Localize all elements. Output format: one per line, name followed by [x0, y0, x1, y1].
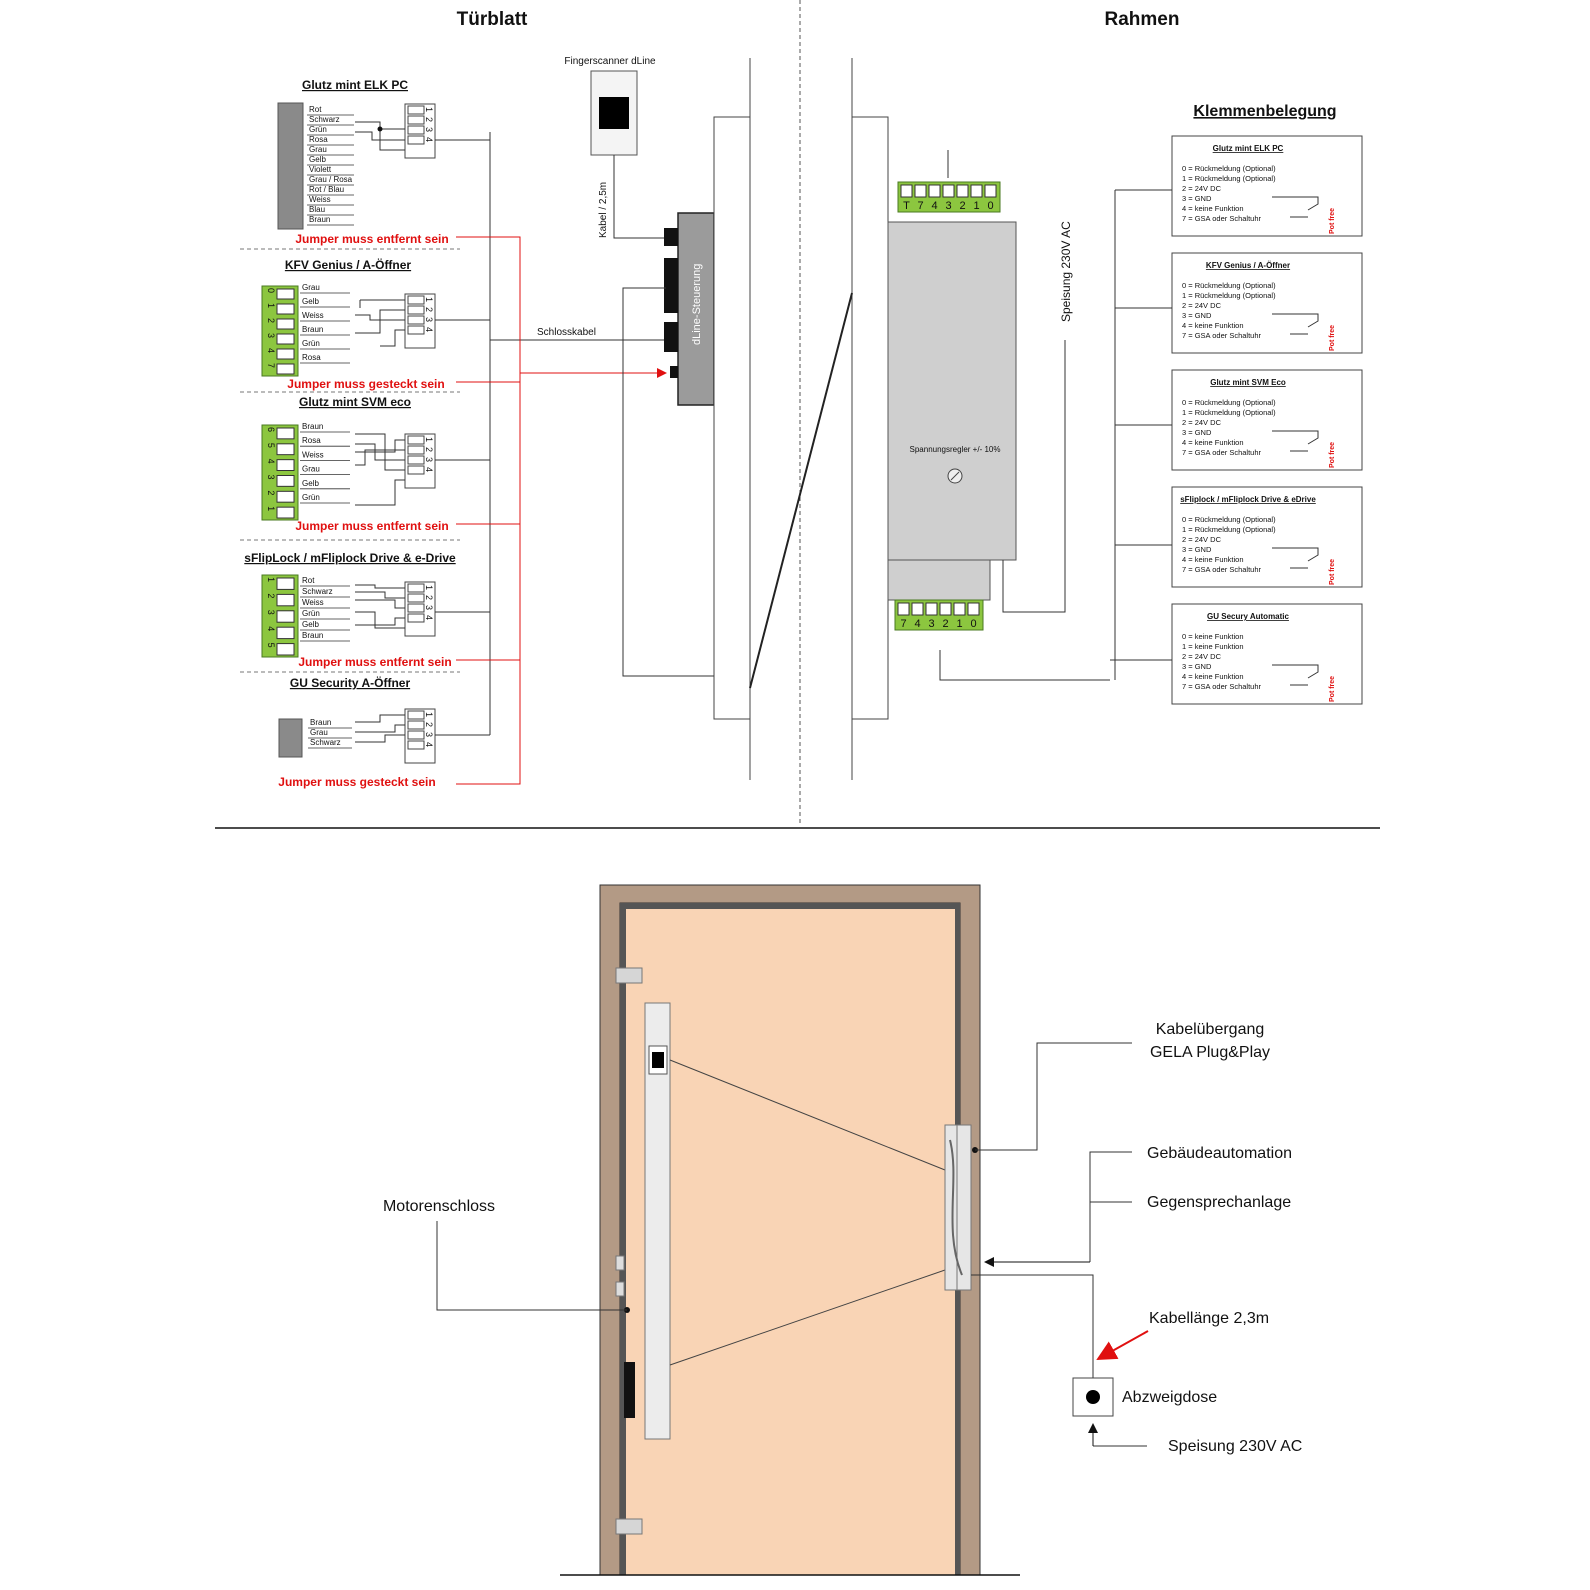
- terminal-line: 2 = 24V DC: [1182, 184, 1221, 193]
- door-leaf-header: Türblatt: [456, 9, 528, 30]
- terminal-block: [405, 582, 435, 636]
- frame-header: Rahmen: [1104, 9, 1180, 30]
- psu-supply-label: Speisung 230V AC: [1059, 221, 1073, 322]
- psu-terminal-label: 2: [959, 200, 966, 212]
- terminal-number: 1: [424, 585, 434, 591]
- terminal-line: 2 = 24V DC: [1182, 652, 1221, 661]
- klemmen-title: Klemmenbelegung: [1193, 103, 1337, 120]
- psu-terminal-label: 4: [931, 200, 938, 212]
- terminal-number: 3: [424, 317, 434, 323]
- psu-terminal-label: 7: [917, 200, 924, 212]
- terminal-line: 7 = GSA oder Schaltuhr: [1182, 331, 1262, 340]
- terminal-number: 4: [424, 327, 434, 333]
- power-supply: [888, 150, 1110, 680]
- intercom-label: Gegensprechanlage: [1147, 1194, 1292, 1211]
- terminal-line: 7 = GSA oder Schaltuhr: [1182, 214, 1262, 223]
- wire-label: Rot: [309, 105, 322, 114]
- psu-terminal-label: 2: [942, 618, 949, 630]
- terminal-line: 3 = GND: [1182, 428, 1212, 437]
- scanner-title: Fingerscanner dLine: [564, 56, 656, 67]
- terminal-line: 1 = Rückmeldung (Optional): [1182, 291, 1276, 300]
- terminal-number: 2: [424, 447, 434, 453]
- lock-title: sFlipLock / mFliplock Drive & e-Drive: [244, 551, 456, 565]
- wire-label: Schwarz: [309, 115, 340, 124]
- pin-number: 4: [266, 348, 276, 354]
- pin-number: 4: [266, 626, 276, 632]
- wire-label: Grau / Rosa: [309, 175, 353, 184]
- wire-label: Schwarz: [310, 738, 341, 747]
- terminal-line: 3 = GND: [1182, 662, 1212, 671]
- jumper-note: Jumper muss entfernt sein: [298, 655, 452, 669]
- wire-list: [300, 283, 350, 363]
- psu-top-terminals: [898, 182, 1000, 212]
- psu-terminal-label: 3: [928, 618, 935, 630]
- terminal-line: 3 = GND: [1182, 545, 1212, 554]
- terminal-line: 1 = keine Funktion: [1182, 642, 1244, 651]
- fingerscanner: [564, 56, 666, 238]
- wire-label: Braun: [302, 325, 324, 334]
- cable-transition-label-1: Kabelübergang: [1155, 1021, 1265, 1038]
- pin-number: 1: [266, 303, 276, 309]
- lock-connector: [278, 103, 303, 229]
- wire-label: Gelb: [302, 478, 319, 488]
- lock-glutz-elk-pc: [240, 78, 490, 249]
- lock-sfliplock: [240, 551, 490, 672]
- terminal-line: 2 = 24V DC: [1182, 535, 1221, 544]
- terminal-number: 4: [424, 467, 434, 473]
- terminal-number: 3: [424, 732, 434, 738]
- regulator-label: Spannungsregler +/- 10%: [909, 445, 1001, 454]
- pin-number: 0: [266, 288, 276, 294]
- terminal-line: 0 = keine Funktion: [1182, 632, 1244, 641]
- terminal-line: 1 = Rückmeldung (Optional): [1182, 408, 1276, 417]
- pot-free-label: Pot free: [1329, 558, 1336, 585]
- psu-terminal-label: 1: [973, 200, 980, 212]
- green-connector: [262, 286, 298, 376]
- wire-label: Blau: [309, 205, 326, 214]
- psu-terminal-label: 4: [914, 618, 921, 630]
- scanner-cable-label: Kabel / 2,5m: [598, 181, 609, 238]
- lock-cable-bus: [490, 132, 678, 735]
- terminal-line: 3 = GND: [1182, 311, 1212, 320]
- wire-label: Grün: [302, 493, 320, 502]
- wire-label: Grün: [302, 609, 320, 618]
- psu-terminal-label: 0: [970, 618, 977, 630]
- terminal-line: 2 = 24V DC: [1182, 418, 1221, 427]
- pin-number: 2: [266, 318, 276, 324]
- terminal-line: 7 = GSA oder Schaltuhr: [1182, 448, 1262, 457]
- terminal-line: 0 = Rückmeldung (Optional): [1182, 398, 1276, 407]
- pin-number: 3: [266, 609, 276, 615]
- wire-label: Rosa: [302, 436, 321, 446]
- wire-label: Rot: [302, 576, 315, 585]
- wire-label: Grau: [309, 145, 327, 154]
- dline-controller: [623, 213, 714, 676]
- psu-terminal-label: T: [903, 200, 910, 212]
- terminal-line: 0 = Rückmeldung (Optional): [1182, 164, 1276, 173]
- jumper-note: Jumper muss gesteckt sein: [287, 377, 445, 391]
- controller-label: dLine-Steuerung: [691, 263, 703, 345]
- pin-number: 5: [266, 642, 276, 648]
- terminal-line: 4 = keine Funktion: [1182, 438, 1244, 447]
- pin-number: 3: [266, 474, 276, 480]
- wire-label: Grün: [309, 125, 327, 134]
- pin-number: 4: [266, 458, 276, 464]
- hinge-bottom: [616, 1519, 642, 1534]
- green-connector: [262, 575, 298, 657]
- building-supply-label: Speisung 230V AC: [1168, 1438, 1303, 1455]
- wire-label: Braun: [310, 718, 332, 727]
- terminal-number: 4: [424, 742, 434, 748]
- lock-title: KFV Genius / A-Öffner: [284, 258, 412, 272]
- terminal-line: 4 = keine Funktion: [1182, 672, 1244, 681]
- terminal-line: 0 = Rückmeldung (Optional): [1182, 515, 1276, 524]
- terminal-box-title: sFliplock / mFliplock Drive & eDrive: [1180, 495, 1316, 504]
- door-fingerscanner-icon: [652, 1052, 664, 1068]
- terminal-number: 3: [424, 457, 434, 463]
- lock-connector: [279, 719, 302, 757]
- hinge-top: [616, 968, 642, 983]
- psu-bottom-terminals: [895, 600, 983, 630]
- terminal-box-title: Glutz mint ELK PC: [1212, 144, 1284, 153]
- cable-length-arrow: [1098, 1331, 1148, 1359]
- terminal-line: 0 = Rückmeldung (Optional): [1182, 281, 1276, 290]
- door-leaf-profile: [714, 117, 750, 719]
- frame-profile: [852, 117, 888, 719]
- psu-terminal-label: 0: [987, 200, 994, 212]
- jumper-note: Jumper muss entfernt sein: [295, 232, 449, 246]
- pin-number: 1: [265, 506, 276, 512]
- terminal-block: [405, 434, 435, 488]
- terminal-number: 2: [424, 722, 434, 728]
- fingerprint-sensor-icon: [599, 97, 629, 129]
- pin-number: 7: [266, 363, 276, 369]
- terminal-number: 4: [424, 137, 434, 143]
- pin-number: 3: [266, 333, 276, 339]
- terminal-number: 2: [424, 307, 434, 313]
- terminal-box-title: Glutz mint SVM Eco: [1210, 378, 1286, 387]
- building-automation-label: Gebäudeautomation: [1147, 1145, 1292, 1162]
- lock-title: Glutz mint ELK PC: [302, 78, 408, 92]
- wire-label: Weiss: [302, 311, 324, 320]
- wire-label: Grau: [302, 283, 320, 292]
- jumper-link-lines: [456, 237, 520, 784]
- terminal-assignment-boxes: [1172, 136, 1362, 704]
- pin-number: 1: [266, 577, 276, 583]
- wire-label: Gelb: [302, 620, 319, 629]
- terminal-box-title: KFV Genius / A-Öffner: [1205, 261, 1291, 270]
- terminal-line: 2 = 24V DC: [1182, 301, 1221, 310]
- psu-terminal-label: 7: [900, 618, 907, 630]
- terminal-block: [405, 709, 435, 763]
- jumper-note: Jumper muss gesteckt sein: [278, 775, 436, 789]
- lock-kfv-genius: [240, 257, 490, 392]
- motor-lock-body: [624, 1362, 635, 1418]
- wire-label: Weiss: [302, 450, 324, 460]
- wire-label: Rot / Blau: [309, 185, 345, 194]
- wire-label: Braun: [302, 631, 324, 640]
- terminal-line: 7 = GSA oder Schaltuhr: [1182, 565, 1262, 574]
- psu-body: [888, 222, 1016, 560]
- wire-list: [308, 718, 352, 748]
- psu-terminal-label: 1: [956, 618, 963, 630]
- motor-lock-label: Motorenschloss: [382, 1198, 496, 1215]
- terminal-box-title: GU Secury Automatic: [1207, 612, 1289, 621]
- terminal-block: [405, 294, 435, 348]
- lock-title: GU Security A-Öffner: [289, 676, 411, 690]
- pin-number: 2: [266, 490, 276, 496]
- terminal-line: 1 = Rückmeldung (Optional): [1182, 525, 1276, 534]
- wire-label: Grau: [310, 728, 328, 737]
- terminal-line: 1 = Rückmeldung (Optional): [1182, 174, 1276, 183]
- wire-label: Violett: [309, 165, 332, 174]
- wire-label: Rosa: [309, 135, 328, 144]
- green-connector: [262, 425, 298, 520]
- door-leaf: [620, 903, 960, 1575]
- wire-label: Gelb: [302, 297, 319, 306]
- terminal-number: 3: [424, 127, 434, 133]
- wire-label: Gelb: [309, 155, 326, 164]
- cable-length-label: Kabellänge 2,3m: [1149, 1310, 1270, 1327]
- lock-glutz-svm-eco: [240, 395, 490, 540]
- terminal-number: 2: [424, 595, 434, 601]
- wire-label: Grau: [302, 464, 320, 474]
- terminal-number: 1: [424, 107, 434, 113]
- terminal-line: 4 = keine Funktion: [1182, 555, 1244, 564]
- transition-cable: [750, 293, 852, 688]
- junction-box-icon: [1086, 1390, 1100, 1404]
- pot-free-label: Pot free: [1329, 441, 1336, 468]
- terminal-number: 3: [424, 605, 434, 611]
- terminal-number: 1: [424, 297, 434, 303]
- wire-label: Weiss: [309, 195, 331, 204]
- psu-terminal-label: 3: [945, 200, 952, 212]
- pin-number: 6: [266, 427, 276, 433]
- wire-label: Rosa: [302, 353, 321, 362]
- terminal-block: [405, 104, 435, 158]
- terminal-line: 3 = GND: [1182, 194, 1212, 203]
- klemmen-bus: [1110, 190, 1172, 680]
- pot-free-label: Pot free: [1329, 324, 1336, 351]
- cable-transition-label-2: GELA Plug&Play: [1149, 1044, 1271, 1061]
- pin-number: 5: [266, 442, 276, 448]
- terminal-line: 4 = keine Funktion: [1182, 204, 1244, 213]
- wire-list: [300, 422, 350, 503]
- terminal-number: 2: [424, 117, 434, 123]
- wire-label: Weiss: [302, 598, 324, 607]
- wire-list: [307, 105, 354, 225]
- pot-free-label: Pot free: [1329, 675, 1336, 702]
- wire-list: [300, 576, 350, 641]
- jumper-note: Jumper muss entfernt sein: [295, 519, 449, 533]
- lock-cable-label: Schlosskabel: [537, 327, 596, 338]
- terminal-number: 1: [424, 712, 434, 718]
- lock-gu-security: [278, 675, 490, 789]
- pot-free-label: Pot free: [1329, 207, 1336, 234]
- terminal-line: 4 = keine Funktion: [1182, 321, 1244, 330]
- pin-number: 2: [266, 593, 276, 599]
- junction-box-label: Abzweigdose: [1122, 1389, 1218, 1406]
- door-illustration: [560, 885, 1020, 1575]
- lock-title: Glutz mint SVM eco: [298, 395, 412, 409]
- wire-label: Schwarz: [302, 587, 333, 596]
- wire-label: Braun: [309, 215, 331, 224]
- terminal-line: 7 = GSA oder Schaltuhr: [1182, 682, 1262, 691]
- wire-label: Braun: [302, 422, 324, 431]
- wire-label: Grün: [302, 339, 320, 348]
- terminal-number: 4: [424, 615, 434, 621]
- terminal-number: 1: [424, 437, 434, 443]
